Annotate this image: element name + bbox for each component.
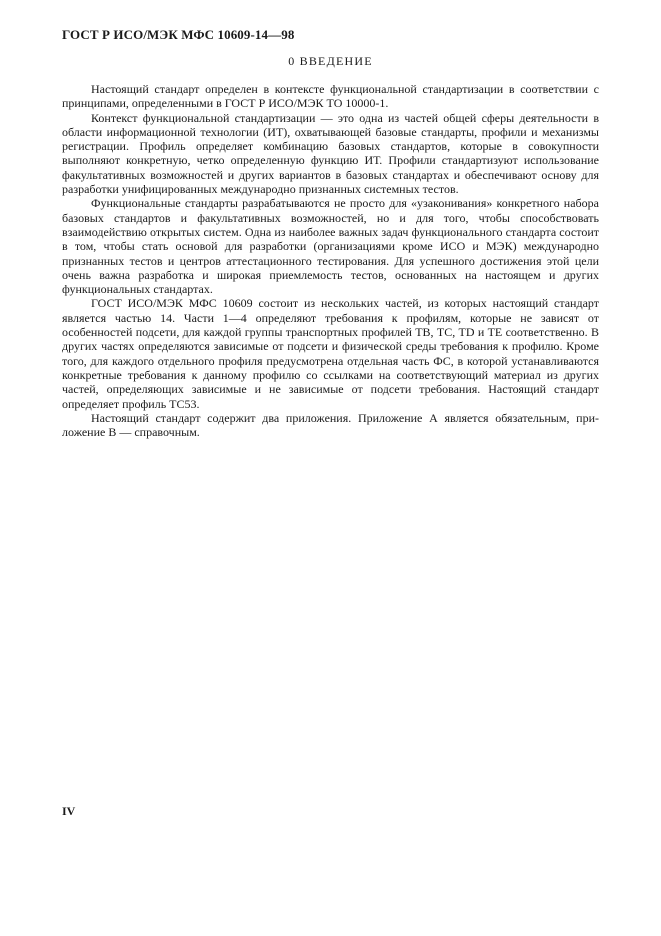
paragraph-functional-standards-purpose: Функциональные стандарты разрабатываются не просто для «узаконивания» конкретного набора базовых стандартов и факультативных возможностей, но и для того, чтобы способствовать взаимодействию открытых систем. Одна из наиболее важных задач функционального стандарта состоит в том, чтобы стать основой для разработки (организациями кроме ИСО и МЭК) международно признанных тестов и центров аттестационного тестирования. Для успешного достижения этой цели очень важна разработка и широкая приемлемость тестов, основанных на настоящем и других функциональных стандартах.: [62, 196, 599, 297]
paragraph-scope: Настоящий стандарт определен в контексте функциональной стандартизации в соответствии с принципами, определенными в ГОСТ Р ИСО/МЭК ТО 10000-1.: [62, 82, 599, 111]
paragraph-annexes: Настоящий стандарт содержит два приложения. Приложение А является обязательным, приложение В — справочным.: [62, 410, 599, 440]
paragraph-standard-parts: ГОСТ ИСО/МЭК МФС 10609 состоит из нескольких частей, из которых настоящий стандарт является частью 14. Части 1—4 определяют требования к профилям, которые не зависят от особенностей подсети, для каждой группы транспортных профилей ТВ, ТС, TD и ТЕ соответственно. В других частях определяются зависимые от подсети и физической среды требования к профилю. Кроме того, для каждого отдельного профиля предусмотрена отдельная часть ФС, в которой устанавливаются конкретные требования к данному профилю со ссылками на соответствующий материал из других частей, определяющих зависимые и не зависимые от подсети требования. Настоящий стандарт определяет профиль ТС53.: [62, 296, 599, 411]
page-number: IV: [62, 804, 76, 818]
section-title: 0 ВВЕДЕНИЕ: [288, 54, 373, 68]
document-header: ГОСТ Р ИСО/МЭК МФС 10609-14—98: [62, 27, 295, 42]
document-body: [62, 82, 599, 439]
paragraph-functional-standardization: Контекст функциональной стандартизации — это одна из частей общей сферы деятельности в области информационной технологии (ИТ), охватывающей базовые стандарты, профили и механизмы регистрации. Профиль определяет комбинацию базовых стандартов, которые в совокупности выполняют конкретную, четко определенную функцию ИТ. Профили стандартизуют использование факультативных возможностей и других вариантов в базовых стандартах и обеспечивают основу для разработки унифицированных международно признанных системных тестов.: [62, 110, 599, 197]
